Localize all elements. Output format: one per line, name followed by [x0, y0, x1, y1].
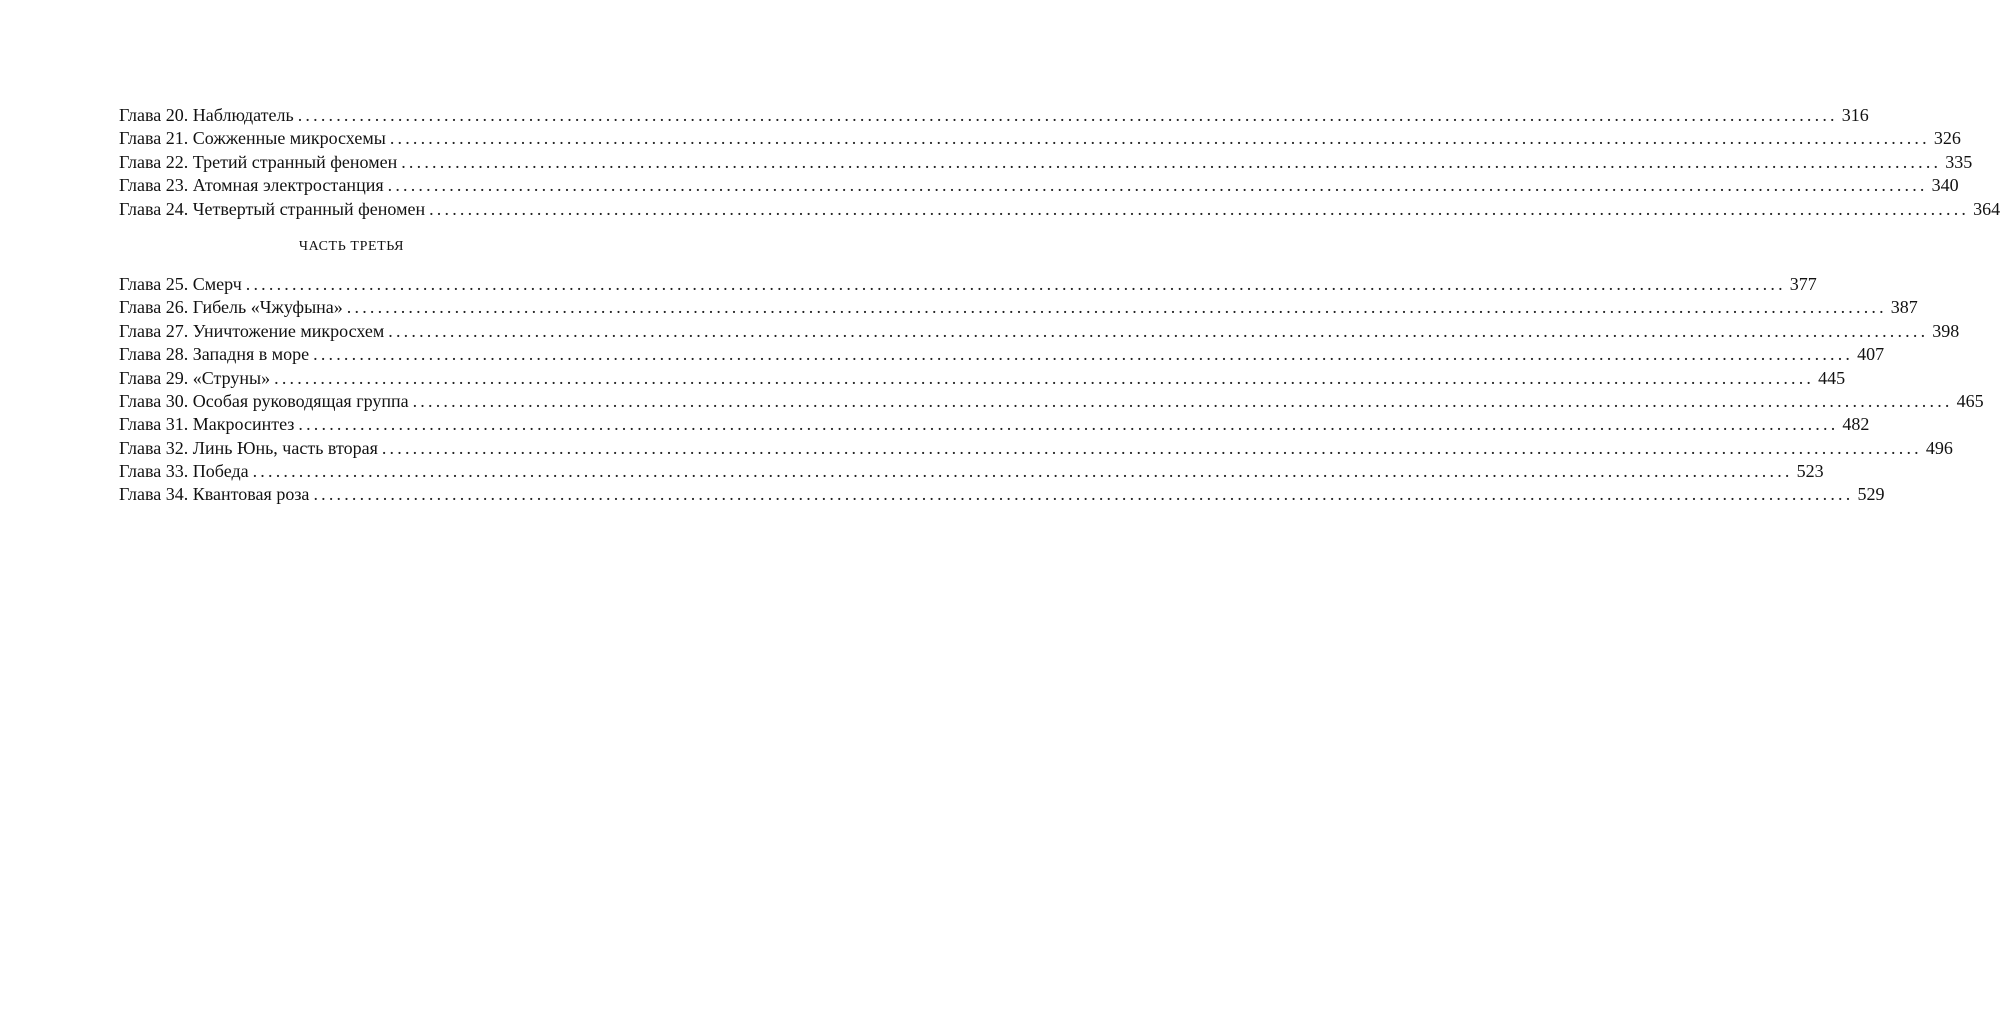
- dot-leader: ........................................................................................................................................................................................................: [252, 461, 1793, 482]
- toc-entry-page: 340: [1931, 175, 1959, 196]
- toc-entry-page: 407: [1857, 344, 1885, 365]
- part-heading: ЧАСТЬ ТРЕТЬЯ: [298, 238, 405, 254]
- toc-entry: [119, 483, 1885, 506]
- dot-leader: ........................................................................................................................................................................................................: [381, 437, 1922, 458]
- toc-entry-title: Глава 28. Западня в море: [119, 344, 310, 365]
- toc-entry: [119, 460, 1824, 483]
- toc-entry: [119, 273, 1817, 296]
- toc-entry: [119, 296, 1918, 319]
- dot-leader: ........................................................................................................................................................................................................: [274, 367, 1815, 388]
- toc-entry-title: Глава 29. «Струны»: [119, 367, 271, 388]
- dot-leader: ........................................................................................................................................................................................................: [313, 484, 1854, 505]
- toc-entry-title: Глава 34. Квантовая роза: [119, 484, 310, 505]
- toc-list-part-two: [119, 104, 2000, 221]
- toc-entry: [119, 343, 1885, 366]
- toc-entry-title: Глава 30. Особая руководящая группа: [119, 390, 409, 411]
- dot-leader: ........................................................................................................................................................................................................: [401, 151, 1942, 172]
- toc-entry: [119, 174, 1959, 197]
- toc-list-part-three: [119, 273, 1984, 507]
- toc-entry-page: 387: [1890, 297, 1918, 318]
- dot-leader: ........................................................................................................................................................................................................: [297, 105, 1838, 125]
- dot-leader: ........................................................................................................................................................................................................: [412, 390, 1953, 411]
- toc-entry: [119, 127, 1961, 150]
- toc-entry-title: Глава 32. Линь Юнь, часть вторая: [119, 437, 378, 458]
- toc-entry-title: Глава 22. Третий странный феномен: [119, 151, 398, 172]
- dot-leader: ........................................................................................................................................................................................................: [313, 344, 1854, 365]
- toc-entry: [119, 104, 1869, 127]
- dot-leader: ........................................................................................................................................................................................................: [387, 175, 1928, 196]
- toc-entry-page: 377: [1789, 273, 1817, 294]
- toc-entry-page: 523: [1796, 461, 1824, 482]
- dot-leader: ........................................................................................................................................................................................................: [429, 198, 1970, 219]
- toc-entry-page: 335: [1945, 151, 1973, 172]
- toc-entry-page: 465: [1956, 390, 1984, 411]
- dot-leader: ........................................................................................................................................................................................................: [388, 320, 1929, 341]
- toc-entry-page: 445: [1818, 367, 1846, 388]
- toc-entry-page: 529: [1857, 484, 1885, 505]
- toc-entry: [119, 437, 1953, 460]
- toc-entry-title: Глава 27. Уничтожение микросхем: [119, 320, 385, 341]
- dot-leader: ........................................................................................................................................................................................................: [298, 414, 1839, 435]
- toc-entry-title: Глава 24. Четвертый странный феномен: [119, 198, 426, 219]
- toc-entry-title: Глава 20. Наблюдатель: [119, 105, 294, 125]
- toc-entry-title: Глава 21. Сожженные микросхемы: [119, 128, 386, 149]
- toc-entry: [119, 151, 1973, 174]
- toc-entry: [119, 413, 1870, 436]
- toc-entry-title: Глава 25. Смерч: [119, 273, 242, 294]
- toc-entry-page: 326: [1933, 128, 1961, 149]
- dot-leader: ........................................................................................................................................................................................................: [389, 128, 1930, 149]
- toc-entry-title: Глава 33. Победа: [119, 461, 249, 482]
- toc-entry-page: 364: [1973, 198, 2000, 219]
- dot-leader: ........................................................................................................................................................................................................: [245, 273, 1786, 294]
- toc-entry: [119, 198, 2000, 221]
- toc-entry: [119, 367, 1846, 390]
- dot-leader: ........................................................................................................................................................................................................: [346, 297, 1887, 318]
- toc-entry-title: Глава 23. Атомная электростанция: [119, 175, 384, 196]
- toc-entry: [119, 390, 1984, 413]
- toc-entry-page: 398: [1932, 320, 1960, 341]
- toc-entry-page: 496: [1925, 437, 1953, 458]
- toc-entry-title: Глава 26. Гибель «Чжуфына»: [119, 297, 343, 318]
- toc-entry: [119, 320, 1960, 343]
- toc-entry-title: Глава 31. Макросинтез: [119, 414, 295, 435]
- toc-entry-page: 482: [1842, 414, 1870, 435]
- toc-entry-page: 316: [1841, 105, 1869, 125]
- table-of-contents: [119, 104, 2000, 507]
